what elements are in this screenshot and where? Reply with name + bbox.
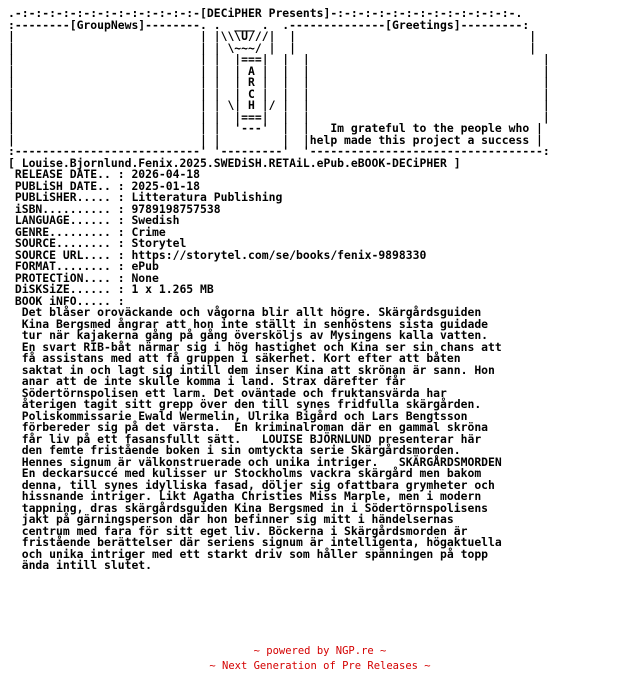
powered-by-link[interactable]: ~ powered by NGP.re ~ [253,645,387,657]
nfo-line: saktat in och lagt sig intill dem inser Kina att skrönan är sann. Hon [8,362,495,377]
nfo-line: | | | | C | | | | [8,86,550,101]
nfo-line: | | | | A | | | | [8,63,550,78]
nfo-line: GENRE......... : Crime [8,224,166,239]
nfo-line: FORMAT........ : ePub [8,259,159,273]
nfo-line: SOURCE URL.... : https://storytel.com/se/books/fenix-9898330 [8,247,427,262]
nfo-line: ända intill slutet. [8,558,153,572]
nfo-line: Det blåser oroväckande och vågorna blir allt högre. Skärgårdsguiden [8,305,482,319]
nfo-line: | | | \| H |/ | | | [8,98,550,112]
nfo-text [8,8,550,572]
nfo-line: återigen tagit sitt grepp över den till synes fridfulla skärgården. [8,397,482,411]
nfo-line: | | | | R | | | | [8,75,550,89]
nfo-line: RELEASE DATE.. : 2026-04-18 [8,167,201,181]
nfo-line: DiSKSiZE...... : 1 x 1.265 MB [8,282,214,296]
nfo-line: hissnande intriger. Likt Agatha Christies Miss Marple, men i modern [8,489,482,503]
nfo-line: [ Louise.Bjornlund.Fenix.2025.SWEDiSH.RETAiL.ePub.eBOOK-DECiPHER ] [8,155,461,170]
nfo-line: få assistans med att få gruppen i säkerhet. Kort efter att båten [8,351,461,365]
nfo-line: :---------------------------' '---------' '----------------------------------: [8,144,550,158]
nfo-line: | | | \~~~/ | | | [8,40,537,55]
nfo-line: SOURCE........ : Storytel [8,236,187,250]
nfo-line: Poliskommissarie Ewald Wermelin, Ulrika Bigård och Lars Bengtsson [8,408,468,423]
footer [0,644,640,674]
nfo-line: tappning, dras skärgårdsguiden Kina Bergsmed in i Södertörnspolisens [8,500,489,515]
nfo-line: PUBLiSH DATE.. : 2025-01-18 [8,178,201,193]
nfo-line: centrum med fara för sitt eget liv. Böckerna i Skärgårdsmorden är [8,523,468,538]
nfo-line: och unika intriger med ett starkt driv som håller spänningen på topp [8,546,489,561]
nfo-line: tur när kajakerna gång på gång översköljs av Mysingens kalla vatten. [8,328,489,342]
nfo-line: PROTECTiON.... : None [8,270,159,285]
nfo-line: En svart RIB-båt närmar sig i hög hastighet och Kina ser sin chans att [8,339,502,354]
nfo-line: får liv på ett fasansfullt sätt. LOUISE BJÖRNLUND presenterar här [8,431,482,446]
nfo-line: Kina Bergsmed ångrar att hon inte ställt in senhöstens sista guidade [8,316,489,331]
nfo-line: iSBN.......... : 9789198757538 [8,201,221,216]
nfo-line: anar att de inte skulle komma i land. Strax därefter får [8,374,406,388]
nfo-line: förbereder sig på det värsta. En kriminalroman där en gammal skröna [8,420,489,434]
nfo-line: Södertörnspolisen ett larm. Det oväntade och fruktansvärda har [8,385,447,400]
footer-tagline: ~ Next Generation of Pre Releases ~ [209,660,431,672]
nfo-line: fristående berättelser där seriens signum är intelligenta, högaktuella [8,535,502,549]
nfo-line: denna, till synes idylliska fasad, döljer sig ofattbara grymheter och [8,477,495,492]
nfo-line: | | | |===| | | | [8,52,550,66]
nfo-line: BOOK iNFO..... : [8,293,125,308]
nfo-line: | | | '---' | | Im grateful to the people who | [8,121,543,135]
nfo-line: jakt på gärningsperson där hon befinner sig mitt i händelsernas [8,512,454,526]
nfo-line: PUBLiSHER..... : Litteratura Publishing [8,190,283,204]
nfo-line: :--------[GroupNews]--------. . ___ . .--------------[Greetings]---------: [8,17,530,32]
nfo-line: | | | | |help made this project a success | [8,132,543,147]
nfo-line: | | |\\\U///| | | [8,29,537,43]
nfo-line: En deckarsuccé med kulisser ur Stockholms vackra skärgård men bakom [8,466,482,480]
nfo-line: | | | |===| | | | [8,109,550,124]
nfo-line: LANGUAGE...... : Swedish [8,213,180,227]
nfo-line: Hennes signum är välkonstruerade och unika intriger. SKÄRGÅRDSMORDEN [8,454,502,469]
nfo-line: .-:-:-:-:-:-:-:-:-:-:-:-:-:-[DECiPHER Presents]-:-:-:-:-:-:-:-:-:-:-:-:-:-. [8,6,523,20]
nfo-line: den femte fristående boken i sin omtyckta serie Skärgårdsmorden. [8,443,461,457]
